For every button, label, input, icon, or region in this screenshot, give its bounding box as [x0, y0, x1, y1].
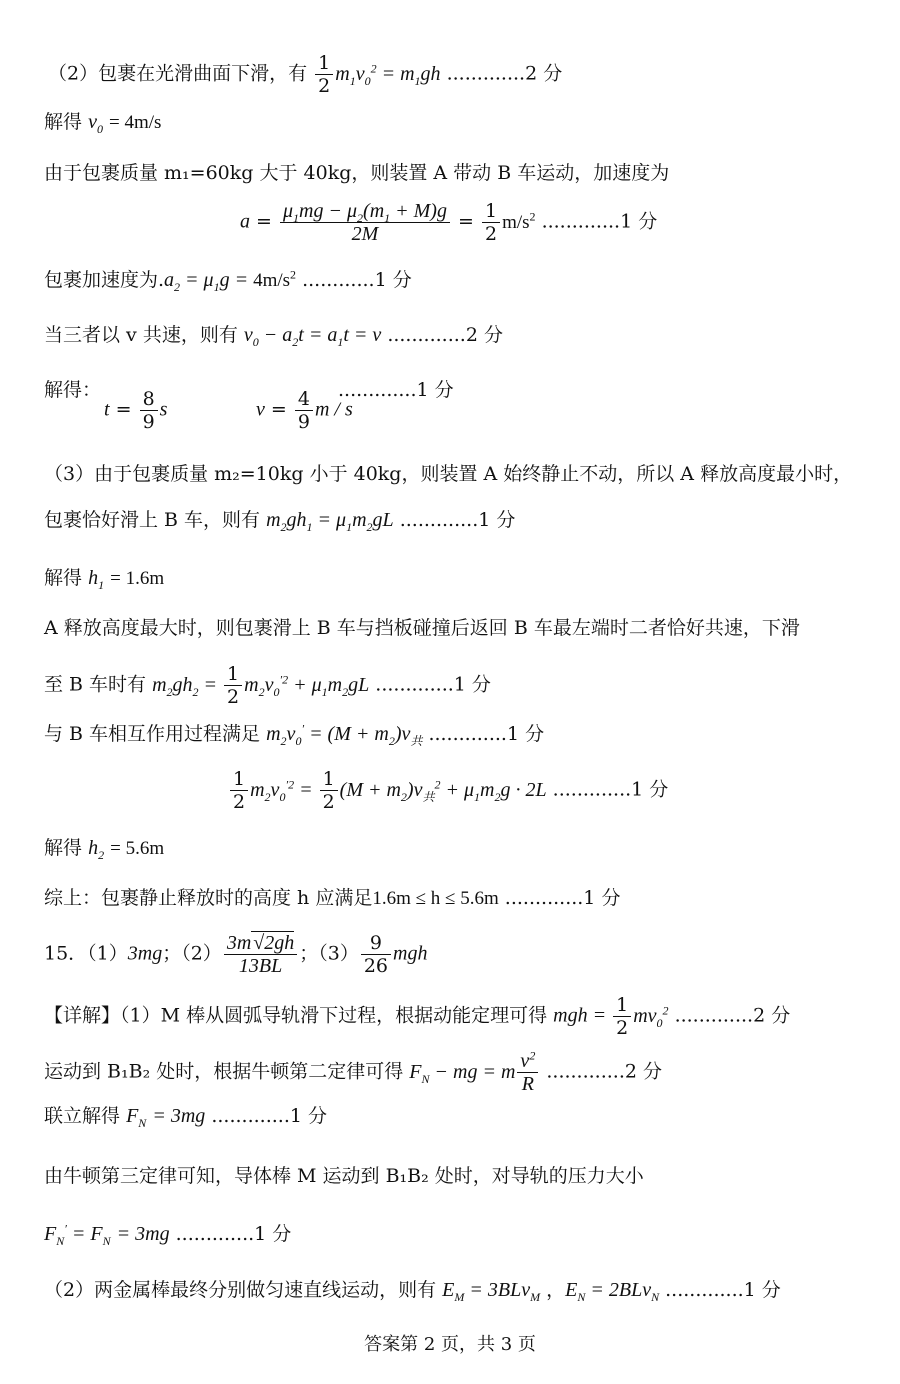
line-13: 与 B 车相互作用过程满足 $m_2v_0' = (M + m_2)v_共$ .............1 分	[44, 721, 545, 748]
line-10: 解得 $h_1 = 1.6m$	[44, 567, 165, 592]
line-9: 包裹恰好滑上 B 车，则有 $m_2gh_1 = \mu_1m_2gL$ .............1 分	[44, 509, 516, 534]
line-21: 由牛顿第三定律可知，导体棒 M 运动到 B₁B₂ 处时，对导轨的压力大小	[44, 1165, 644, 1187]
line-19: 运动到 B₁B₂ 处时，根据牛顿第二定律可得 $F_N$ − mg = m $\frac{v^2}{R}$ .............2 分	[44, 1048, 663, 1095]
line-4-formula: a = $\frac{\mu_1mg - \mu_2(m_1 + M)g}{2M}$ = $\frac{1}{2}$ $m/s^2$ .............1 分	[240, 200, 658, 245]
line-17-answers: 15．（1）3mg；（2） $\frac{3m √2gh}{13BL}$ ；（3） $\frac{9}{26}$ mgh	[44, 932, 428, 977]
page-footer: 答案第 2 页，共 3 页	[364, 1334, 536, 1355]
fraction-half: $\frac{1}{2}$	[315, 52, 333, 97]
line-22: $F_N' = F_N = 3mg$ .............1 分	[44, 1221, 292, 1248]
line-20: 联立解得 $F_N = 3mg$ .............1 分	[44, 1105, 327, 1130]
line-18: 【详解】（1）M 棒从圆弧导轨滑下过程，根据动能定理可得 mgh = $\frac{1}{2}$ $mv_0^2$ .............2 分	[44, 994, 791, 1039]
line-8: （3）由于包裹质量 m₂=10kg 小于 40kg，则装置 A 始终静止不动，所以 A 释放高度最小时，	[44, 463, 853, 485]
line-1: （2）包裹在光滑曲面下滑，有 $\frac{1}{2}$ $m_1v_0^2 = m_1gh$ .............2 分	[48, 52, 563, 97]
line-7-label: 解得：	[44, 379, 102, 401]
line-15: 解得 $h_2 = 5.6m$	[44, 837, 165, 862]
line-12: 至 B 车时有 $m_2gh_2$ = $\frac{1}{2}$ $m_2v_0^{'2} + \mu_1m_2gL$ .............1 分	[44, 663, 491, 708]
line-5: 包裹加速度为$.a_2 = \mu_1g = 4m/s^2$ ............1 分	[44, 267, 412, 294]
line-6: 当三者以 v 共速，则有 $v_0 - a_2t = a_1t = v$ .............2 分	[44, 324, 503, 349]
line-23: （2）两金属棒最终分别做匀速直线运动，则有 $E_M = 3BLv_M$ ，$E_N = 2BLv_N$ .............1 分	[44, 1279, 781, 1304]
line-16: 综上：包裹静止释放时的高度 h 应满足1.6m ≤ h ≤ 5.6m .............1 分	[44, 887, 621, 909]
line-7-v: v = $\frac{4}{9}$ m / s	[256, 388, 353, 433]
line-7-t: t = $\frac{8}{9}$ s	[104, 388, 168, 433]
line-2: 解得 $v_0 = 4m/s$	[44, 111, 162, 136]
line-11: A 释放高度最大时，则包裹滑上 B 车与挡板碰撞后返回 B 车最左端时二者恰好共速，下滑	[44, 617, 800, 639]
line-7-score: .............1 分	[338, 379, 454, 401]
line-3: 由于包裹质量 m₁=60kg 大于 40kg，则装置 A 带动 B 车运动，加速度为	[44, 162, 670, 184]
line-14-formula: $\frac{1}{2}$ $m_2v_0^{'2}$ = $\frac{1}{2}$ $(M + m_2)v_共^2 + \mu_1m_2g \cdot 2L$ .............1 分	[228, 768, 668, 813]
